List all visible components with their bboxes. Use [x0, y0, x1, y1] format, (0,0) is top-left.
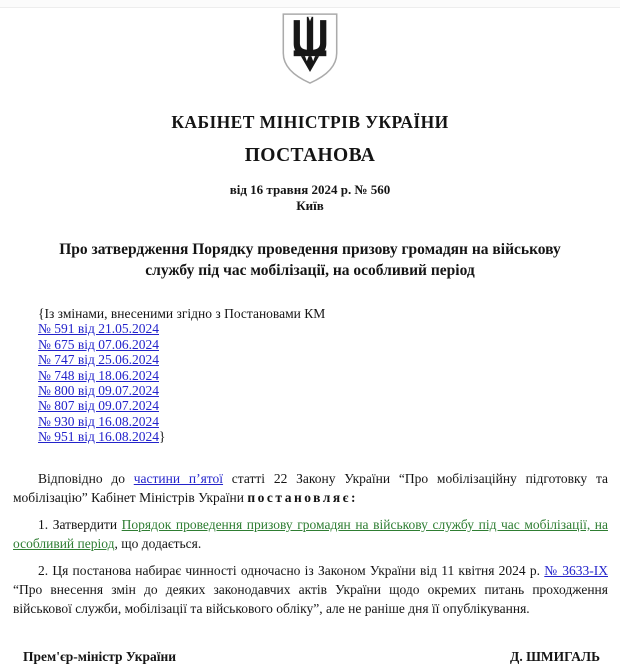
amendment-link-807[interactable]: № 807 від 09.07.2024	[38, 398, 159, 414]
amendment-line	[38, 383, 608, 398]
link-poryadok-pryzovu[interactable]: Порядок проведення призову громадян на військову службу під час мобілізації, на особливий період	[13, 516, 608, 551]
p2-text-before: 1. Затвердити	[38, 516, 122, 532]
amendment-line	[38, 398, 608, 413]
p1-resolves-bold: постановляє:	[247, 489, 358, 505]
ukraine-coat-of-arms-icon	[281, 12, 339, 85]
closing-brace: }	[159, 429, 166, 445]
paragraph-legal-basis	[13, 469, 608, 507]
p2-text-after: , що додається.	[114, 535, 202, 551]
amendment-line	[38, 352, 608, 367]
top-divider	[0, 0, 620, 8]
p1-text-before: Відповідно до	[38, 470, 134, 486]
amendment-link-951[interactable]: № 951 від 16.08.2024	[38, 429, 159, 445]
paragraph-item-2	[13, 561, 608, 618]
amendment-line	[38, 368, 608, 383]
p3-text-after: “Про внесення змін до деяких законодавчих актів України щодо окремих питань проходження військової служби, мобілізації та військового обліку”, але не раніше дня її опублікування.	[13, 581, 608, 616]
amendment-link-591[interactable]: № 591 від 21.05.2024	[38, 321, 159, 337]
p3-text-before: 2. Ця постанова набирає чинності одночасно із Законом України від 11 квітня 2024 р.	[38, 562, 545, 578]
signature-row	[23, 649, 600, 665]
doc-type: ПОСТАНОВА	[244, 145, 376, 166]
amendment-link-675[interactable]: № 675 від 07.06.2024	[38, 336, 159, 352]
amendments-intro: {Із змінами, внесеними згідно з Постановами КМ	[38, 306, 326, 321]
p1-text-after: статті 22 Закону України “Про мобілізаційну підготовку та мобілізацію” Кабінет Міністрів України	[13, 470, 608, 505]
amendment-line	[38, 321, 608, 336]
signature-title: Прем'єр-міністр України	[23, 648, 177, 664]
amendment-line	[38, 414, 608, 429]
paragraph-item-1	[13, 515, 608, 553]
amendment-link-800[interactable]: № 800 від 09.07.2024	[38, 383, 159, 399]
amendments-block	[38, 306, 608, 445]
signature-name: Д. ШМИГАЛЬ	[510, 648, 600, 664]
link-law-3633[interactable]: № 3633-IX	[544, 562, 608, 578]
doc-date-number: від 16 травня 2024 р. № 560	[229, 182, 391, 197]
amendment-line	[38, 337, 608, 352]
amendment-line	[38, 429, 608, 444]
amendment-link-748[interactable]: № 748 від 18.06.2024	[38, 367, 159, 383]
doc-title: Про затвердження Порядку проведення призову громадян на військову службу під час мобілізації, на особливий період	[59, 241, 561, 279]
amendment-link-747[interactable]: № 747 від 25.06.2024	[38, 352, 159, 368]
org-name: КАБІНЕТ МІНІСТРІВ УКРАЇНИ	[171, 112, 449, 132]
link-chastyny-pyatoyi[interactable]: частини п’ятої	[133, 470, 224, 486]
doc-city: Київ	[296, 198, 324, 213]
amendment-link-930[interactable]: № 930 від 16.08.2024	[38, 413, 159, 429]
emblem	[0, 8, 620, 85]
